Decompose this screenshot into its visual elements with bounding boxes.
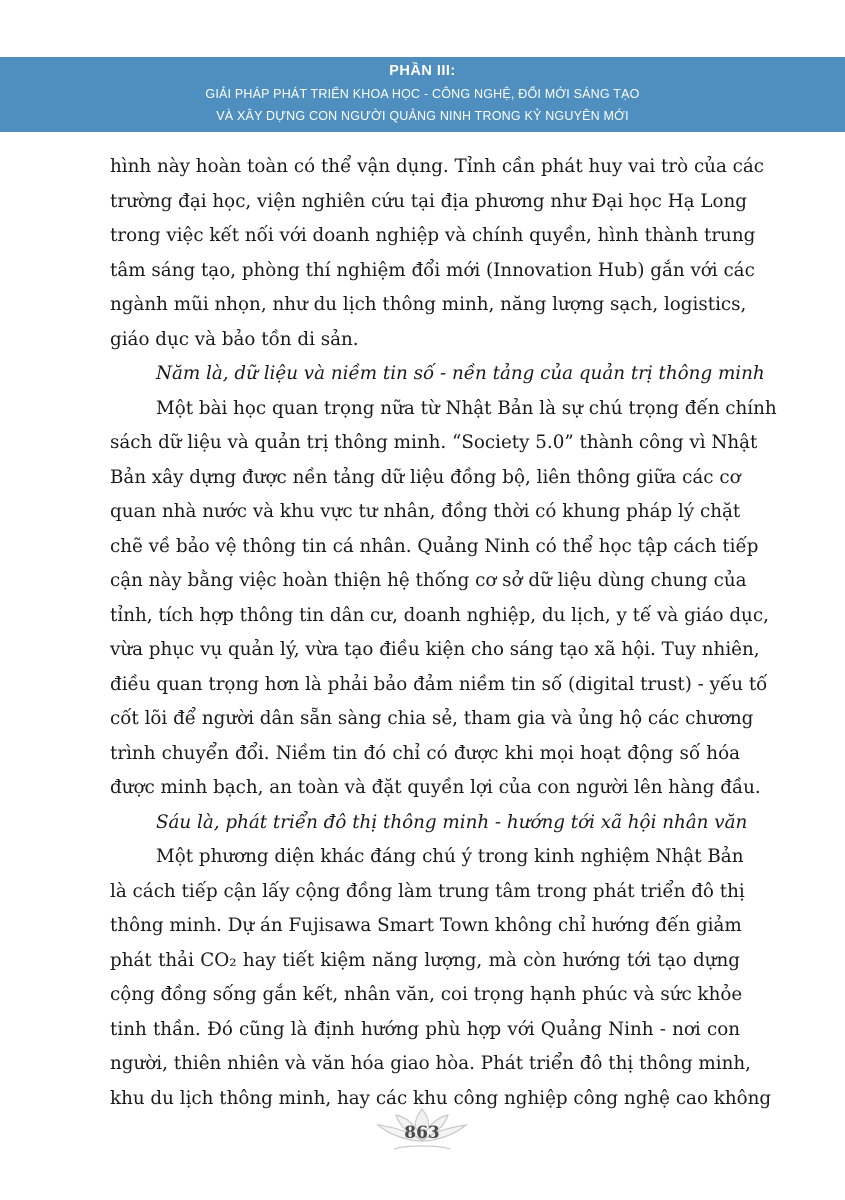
- body-line: người, thiên nhiên và văn hóa giao hòa. Phát triển đô thị thông minh,: [110, 1053, 751, 1074]
- chapter-header-band: [0, 57, 845, 132]
- section-heading-five: Năm là, dữ liệu và niềm tin số - nền tảng của quản trị thông minh: [156, 363, 765, 384]
- part-subtitle-line-1: GIẢI PHÁP PHÁT TRIỂN KHOA HỌC - CÔNG NGHỆ, ĐỔI MỚI SÁNG TẠO: [205, 87, 640, 101]
- body-line: trình chuyển đổi. Niềm tin đó chỉ có được khi mọi hoạt động số hóa: [110, 742, 740, 764]
- body-line: tâm sáng tạo, phòng thí nghiệm đổi mới (Innovation Hub) gắn với các: [110, 259, 755, 281]
- body-line: phát thải CO₂ hay tiết kiệm năng lượng, mà còn hướng tới tạo dựng: [110, 949, 740, 971]
- body-text: [110, 150, 777, 1116]
- page-number: 863: [404, 1123, 440, 1143]
- body-line: được minh bạch, an toàn và đặt quyền lợi của con người lên hàng đầu.: [110, 777, 761, 798]
- body-line: cốt lõi để người dân sẵn sàng chia sẻ, tham gia và ủng hộ các chương: [110, 708, 754, 729]
- body-line: điều quan trọng hơn là phải bảo đảm niềm tin số (digital trust) - yếu tố: [110, 673, 768, 695]
- body-line: tỉnh, tích hợp thông tin dân cư, doanh nghiệp, du lịch, y tế và giáo dục,: [110, 604, 769, 626]
- body-line: chẽ về bảo vệ thông tin cá nhân. Quảng Ninh có thể học tập cách tiếp: [110, 535, 759, 557]
- body-line: hình này hoàn toàn có thể vận dụng. Tỉnh cần phát huy vai trò của các: [110, 156, 765, 177]
- body-line: thông minh. Dự án Fujisawa Smart Town không chỉ hướng đến giảm: [110, 915, 742, 936]
- body-line: cộng đồng sống gắn kết, nhân văn, coi trọng hạnh phúc và sức khỏe: [110, 984, 743, 1005]
- body-line: sách dữ liệu và quản trị thông minh. “Society 5.0” thành công vì Nhật: [110, 432, 758, 453]
- body-line: trường đại học, viện nghiên cứu tại địa phương như Đại học Hạ Long: [110, 190, 747, 212]
- body-line: vừa phục vụ quản lý, vừa tạo điều kiện cho sáng tạo xã hội. Tuy nhiên,: [110, 639, 760, 660]
- body-line: Bản xây dựng được nền tảng dữ liệu đồng bộ, liên thông giữa các cơ: [110, 466, 741, 488]
- body-line: trong việc kết nối với doanh nghiệp và chính quyền, hình thành trung: [110, 225, 756, 246]
- body-line: Một phương diện khác đáng chú ý trong kinh nghiệm Nhật Bản: [156, 846, 744, 867]
- body-line: Một bài học quan trọng nữa từ Nhật Bản là sự chú trọng đến chính: [156, 397, 777, 419]
- body-line: quan nhà nước và khu vực tư nhân, đồng thời có khung pháp lý chặt: [110, 501, 741, 522]
- body-line: khu du lịch thông minh, hay các khu công nghiệp công nghệ cao không: [110, 1087, 772, 1109]
- page-number-ornament: [372, 1105, 472, 1161]
- section-heading-six: Sáu là, phát triển đô thị thông minh - hướng tới xã hội nhân văn: [156, 811, 748, 833]
- part-subtitle-line-2: VÀ XÂY DỰNG CON NGƯỜI QUẢNG NINH TRONG KỶ NGUYÊN MỚI: [216, 109, 629, 123]
- body-line: giáo dục và bảo tồn di sản.: [110, 328, 359, 350]
- body-line: ngành mũi nhọn, như du lịch thông minh, năng lượng sạch, logistics,: [110, 294, 747, 315]
- part-title: PHẦN III:: [389, 63, 456, 79]
- body-line: tinh thần. Đó cũng là định hướng phù hợp với Quảng Ninh - nơi con: [110, 1018, 740, 1040]
- body-line: là cách tiếp cận lấy cộng đồng làm trung tâm trong phát triển đô thị: [110, 880, 745, 902]
- body-line: cận này bằng việc hoàn thiện hệ thống cơ sở dữ liệu dùng chung của: [110, 570, 747, 591]
